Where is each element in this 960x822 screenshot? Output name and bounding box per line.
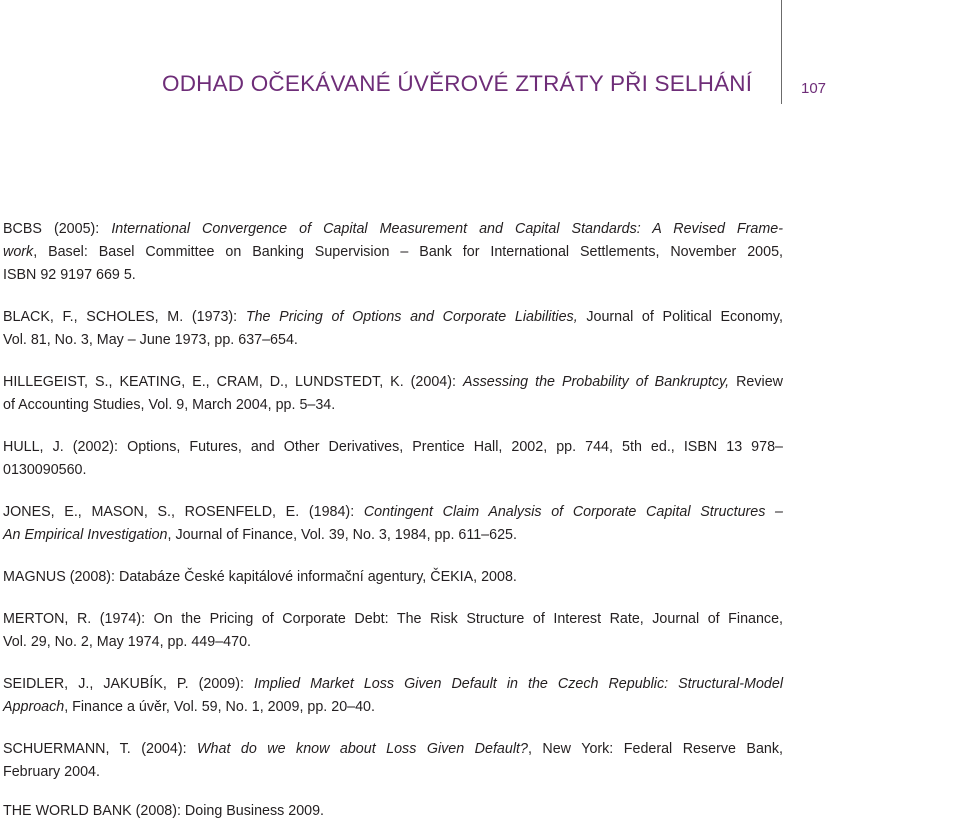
reference-text: Journal of Political Economy, [577,309,783,325]
reference-line [3,371,783,394]
reference-entry [3,501,783,547]
page-number: 107 [801,80,827,97]
reference-line [3,264,783,287]
reference-line [3,329,783,352]
reference-text: BCBS (2005): [3,221,112,237]
reference-title-text: An Empirical Investigation [3,527,168,543]
reference-line [3,241,783,264]
reference-line [3,696,783,719]
reference-entry [3,218,783,287]
reference-text: Vol. 29, No. 2, May 1974, pp. 449–470. [3,634,251,650]
reference-text: HILLEGEIST, S., KEATING, E., CRAM, D., LUNDSTEDT, K. (2004): [3,374,463,390]
reference-line [3,566,783,589]
reference-text: 0130090560. [3,462,87,478]
reference-title-text: Implied Market Loss Given Default in the Czech Republic: Structural-Model [253,676,783,692]
reference-line [3,803,324,819]
reference-title-text: International Convergence of Capital Measurement and Capital Standards: A Revised Frame- [111,221,784,237]
reference-entry [3,801,324,821]
reference-title-text: Approach [3,699,65,715]
reference-text: SCHUERMANN, T. (2004): [3,741,198,757]
reference-text: HULL, J. (2002): Options, Futures, and Other Derivatives, Prentice Hall, 2002, pp. 744, 5th ed., ISBN 13 978– [3,439,783,455]
reference-text: , Finance a úvěr, Vol. 59, No. 1, 2009, pp. 20–40. [64,699,375,715]
reference-text: February 2004. [3,764,100,780]
reference-line [3,436,783,459]
reference-list [3,218,783,803]
reference-line [3,306,783,329]
reference-entry [3,436,783,482]
reference-text: ISBN 92 9197 669 5. [3,267,136,283]
reference-entry [3,738,783,784]
reference-line [3,673,783,696]
reference-text: JONES, E., MASON, S., ROSENFELD, E. (1984): [3,504,364,520]
reference-line [3,459,783,482]
reference-line [3,524,783,547]
reference-text: Vol. 81, No. 3, May – June 1973, pp. 637–654. [3,332,298,348]
reference-text: , Basel: Basel Committee on Banking Supervision – Bank for International Settlements, November 2005, [33,244,783,260]
reference-text: , Journal of Finance, Vol. 39, No. 3, 1984, pp. 611–625. [167,527,517,543]
reference-line [3,394,783,417]
reference-text: , New York: Federal Reserve Bank, [527,741,783,757]
reference-text: Review [729,374,783,390]
reference-text: MERTON, R. (1974): On the Pricing of Corporate Debt: The Risk Structure of Interest Rate, Journal of Finance, [3,611,783,627]
page-title: ODHAD OČEKÁVANÉ ÚVĚROVÉ ZTRÁTY PŘI SELHÁNÍ [162,71,753,96]
reference-entry [3,566,783,589]
reference-entry [3,608,783,654]
reference-line [3,218,783,241]
reference-entry [3,673,783,719]
reference-text: SEIDLER, J., JAKUBÍK, P. (2009): [3,676,254,692]
reference-title-text: Assessing the Probability of Bankruptcy, [462,374,730,390]
reference-title-text: What do we know about Loss Given Default? [197,741,528,757]
reference-line [3,761,783,784]
reference-line [3,501,783,524]
reference-text: BLACK, F., SCHOLES, M. (1973): [3,309,246,325]
reference-title-text: work [3,244,34,260]
reference-line [3,738,783,761]
reference-entry [3,306,783,352]
reference-entry [3,371,783,417]
reference-title-text: The Pricing of Options and Corporate Liabilities, [245,309,578,325]
reference-text: MAGNUS (2008): Databáze České kapitálové informační agentury, ČEKIA, 2008. [3,569,517,585]
reference-text: of Accounting Studies, Vol. 9, March 2004, pp. 5–34. [3,397,336,413]
header-divider [781,0,782,104]
reference-title-text: Contingent Claim Analysis of Corporate Capital Structures – [363,504,783,520]
reference-line [3,608,783,631]
reference-text: THE WORLD BANK (2008): Doing Business 2009. [3,803,325,819]
reference-line [3,631,783,654]
